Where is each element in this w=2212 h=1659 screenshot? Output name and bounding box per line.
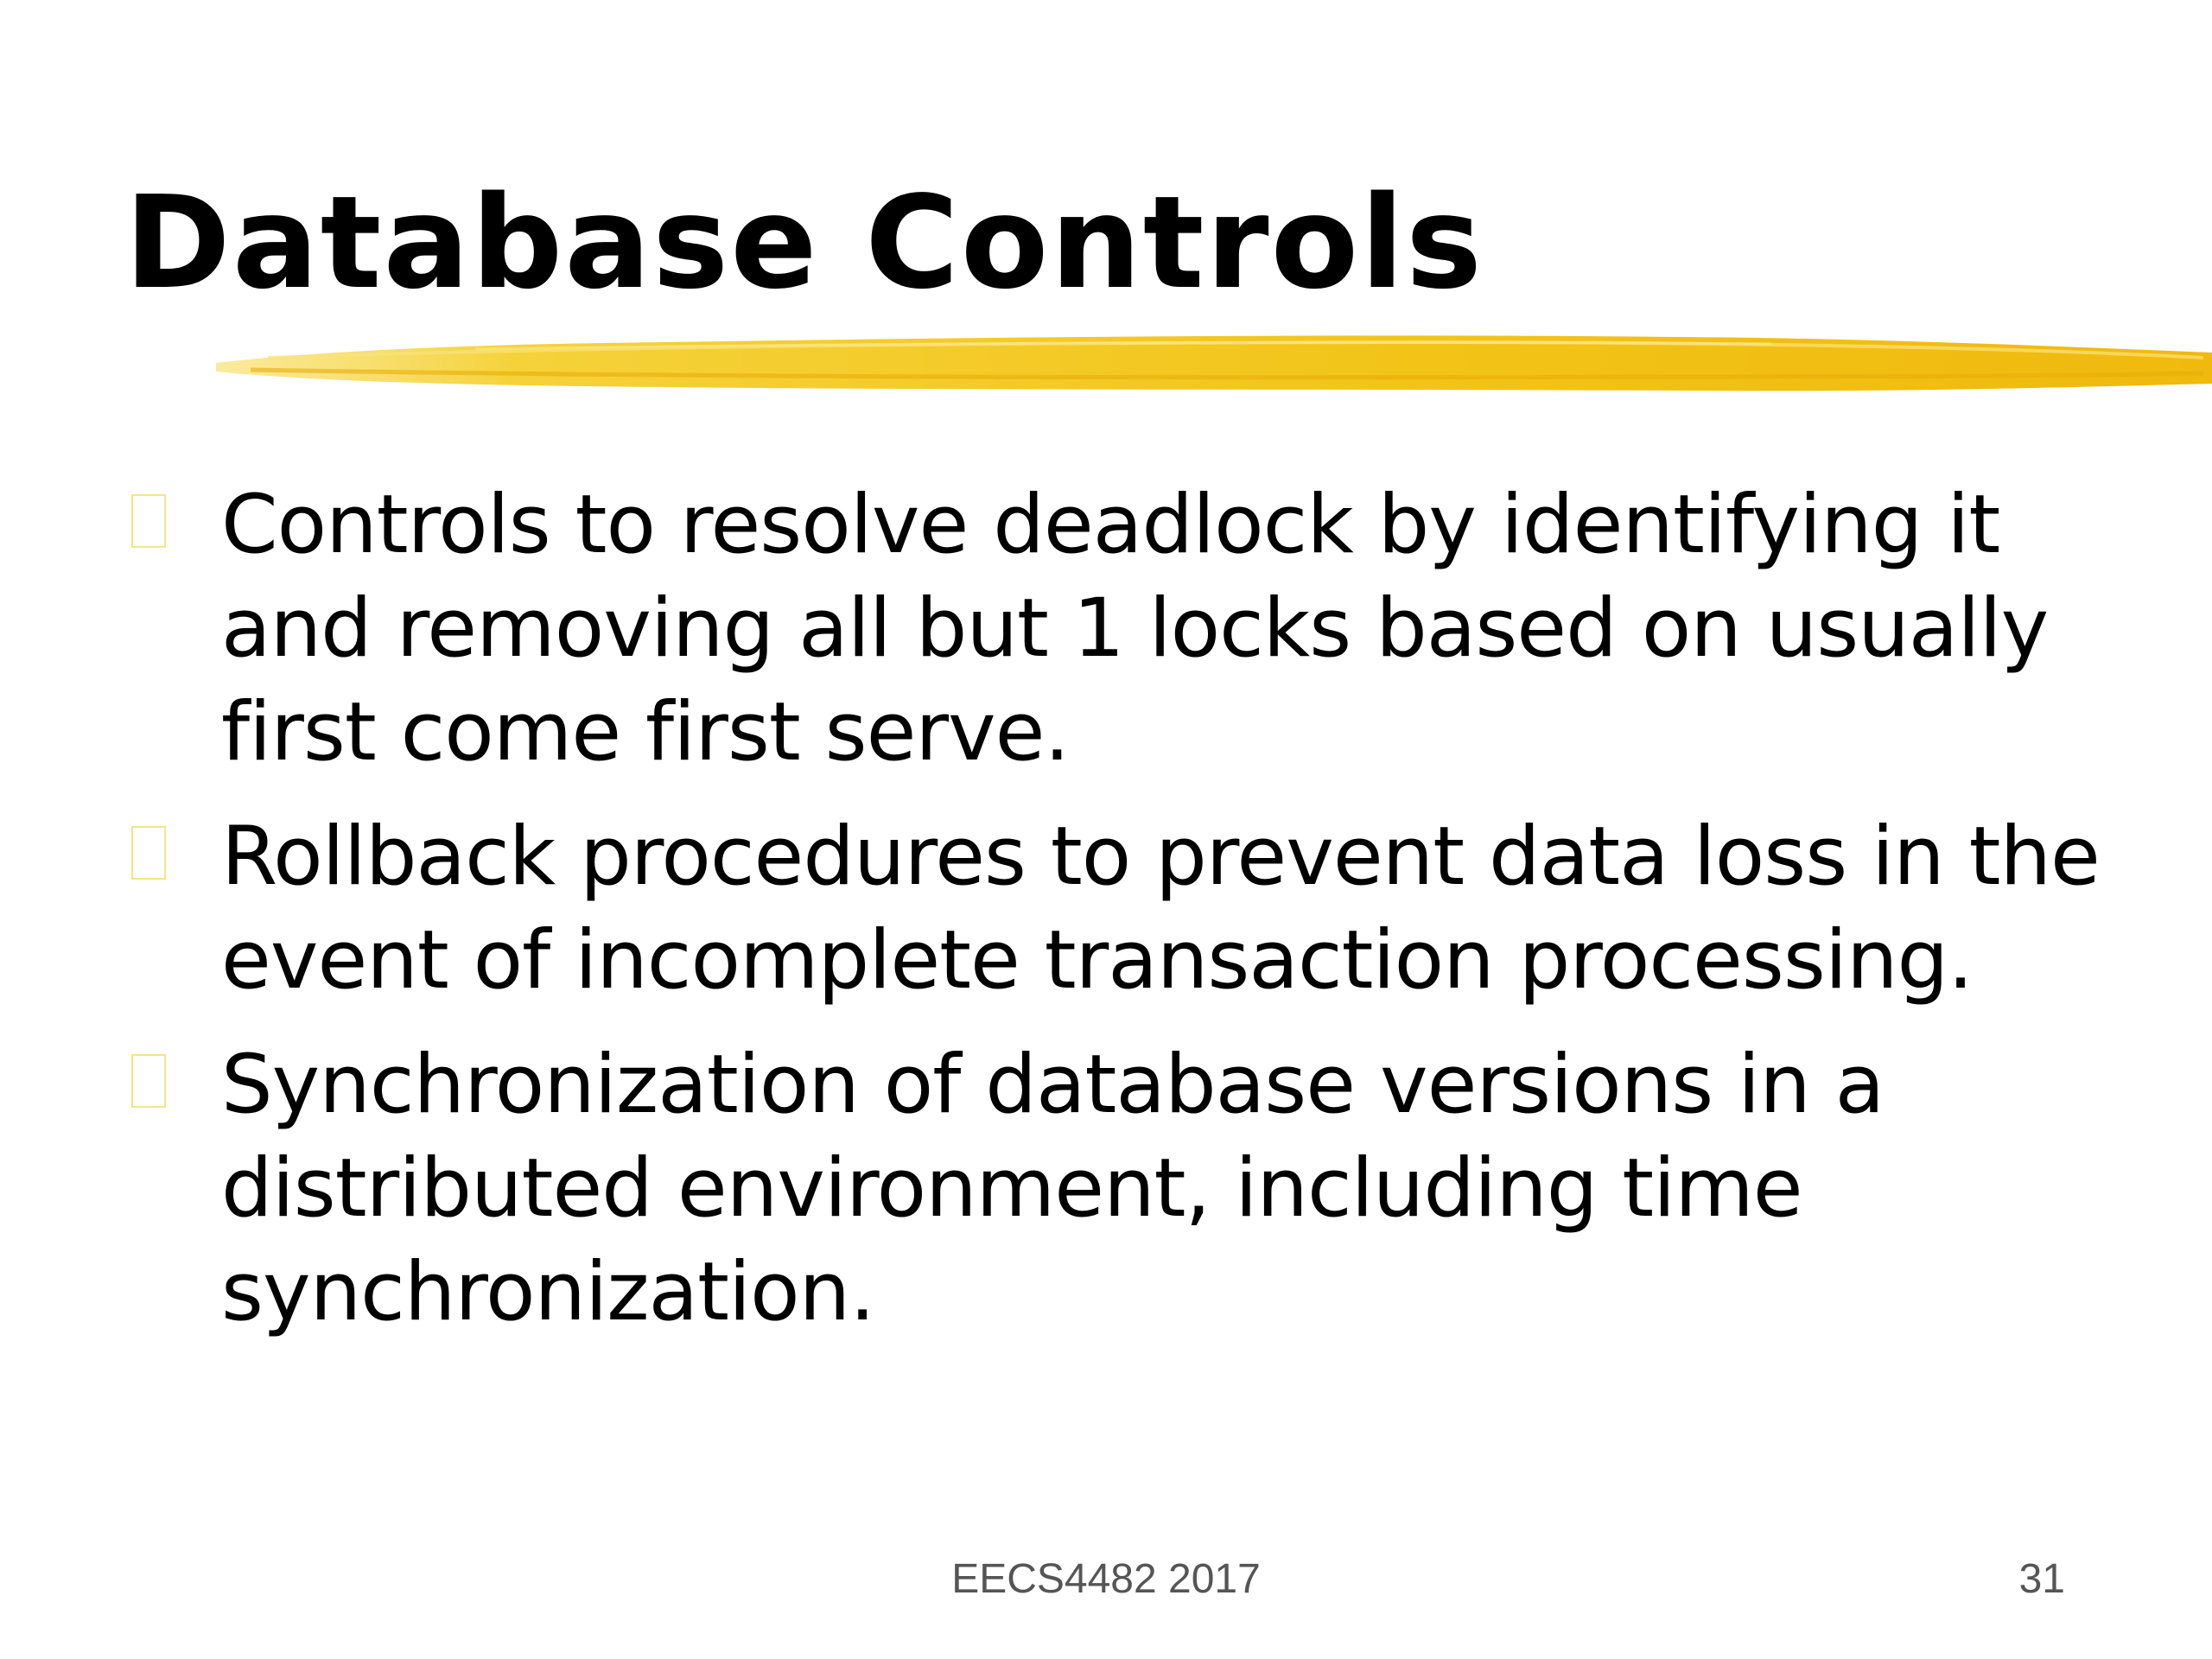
bullet-square-icon xyxy=(131,1054,166,1108)
bullet-text: Controls to resolve deadlock by identifying it and removing all but 1 locks based on usually first come first serve. xyxy=(221,478,2049,779)
list-item xyxy=(124,805,2112,1013)
bullet-list xyxy=(124,474,2112,1365)
bullet-text: Synchronization of database versions in a distributed environment, including time synchronization. xyxy=(221,1038,1885,1339)
list-item xyxy=(124,1033,2112,1344)
list-item xyxy=(124,474,2112,785)
bullet-square-icon xyxy=(131,494,166,548)
slide-title: Database Controls xyxy=(124,168,1484,317)
footer-course: EECS4482 2017 xyxy=(951,1556,1261,1602)
bullet-text: Rollback procedures to prevent data loss in the event of incomplete transaction processing. xyxy=(221,810,2100,1007)
page-number: 31 xyxy=(2018,1556,2065,1602)
bullet-square-icon xyxy=(131,826,166,880)
brush-stroke-underline xyxy=(216,321,2212,408)
